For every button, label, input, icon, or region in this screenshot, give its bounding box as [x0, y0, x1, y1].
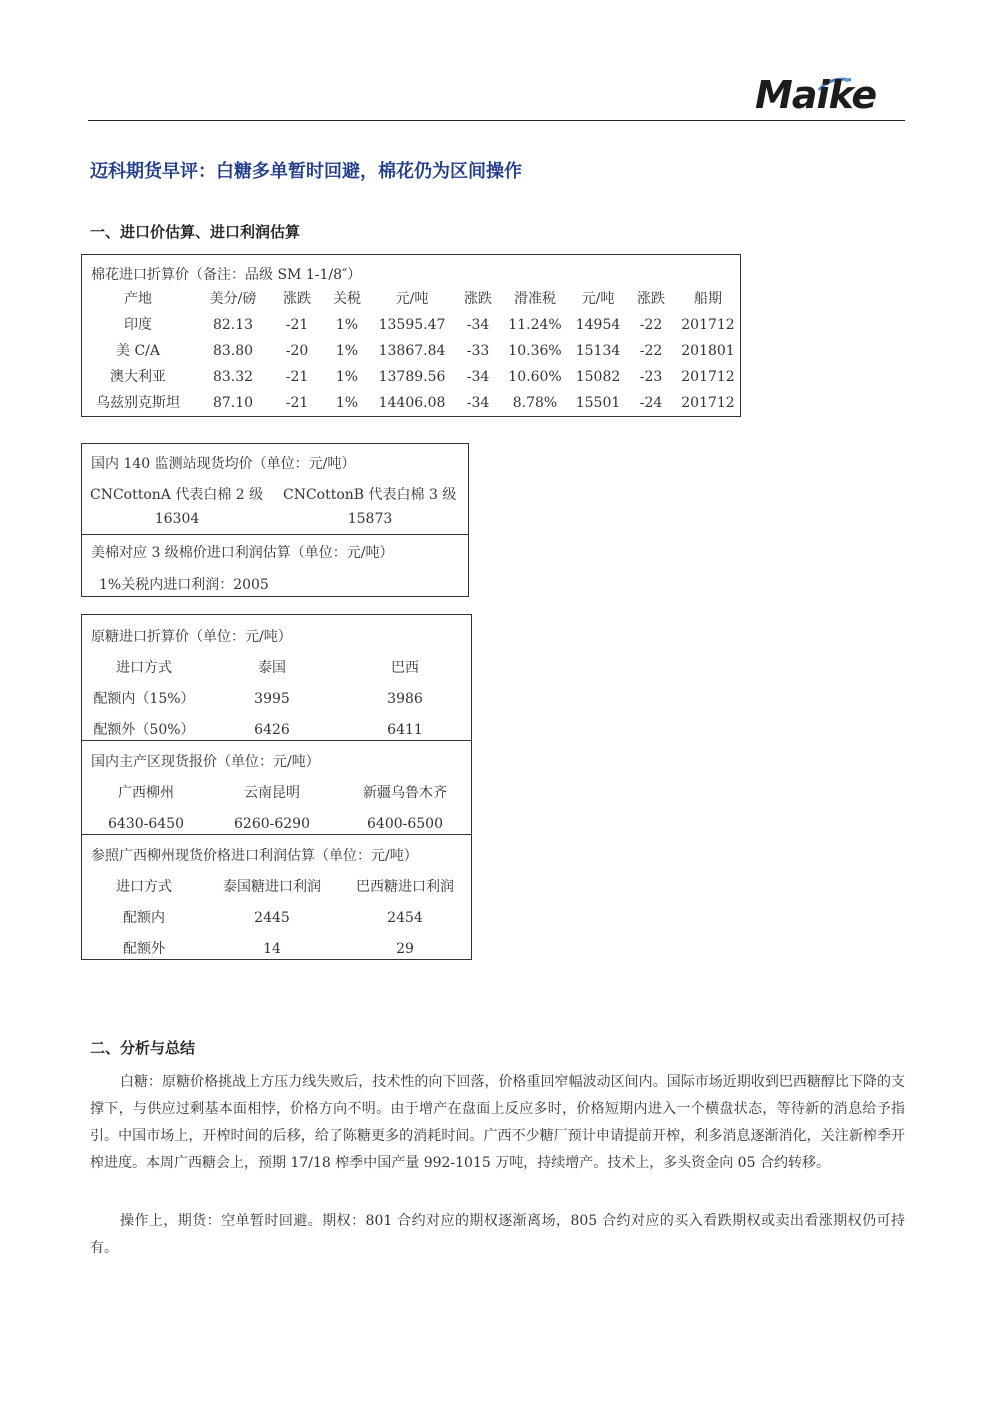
sugar-profit-cell: 2445 [254, 910, 290, 926]
cotton-data-cell: 10.36% [508, 343, 562, 359]
cotton-data-cell: 201712 [681, 317, 735, 333]
cotton-header-cell: 滑准税 [514, 291, 556, 307]
cotton-data-cell: 1% [335, 343, 359, 359]
cotton-data-cell: 1% [335, 317, 359, 333]
sugar-profit-cell: 配额内 [123, 910, 165, 926]
cotton-data-cell: -21 [285, 317, 309, 333]
cotton-profit-caption: 美棉对应 3 级棉价进口利润估算（单位：元/吨） [91, 545, 394, 561]
sugar-import-header: 巴西 [391, 660, 419, 676]
cotton-data-cell: 10.60% [508, 369, 562, 385]
sugar-import-caption: 原糖进口折算价（单位：元/吨） [91, 629, 292, 645]
sugar-profit-cell: 29 [396, 941, 414, 957]
cotton-data-cell: -21 [285, 369, 309, 385]
cotton-profit-text: 1%关税内进口利润：2005 [99, 577, 269, 593]
sugar-spot-header: 广西柳州 [118, 785, 174, 801]
sugar-import-header: 进口方式 [116, 660, 172, 676]
cotton-data-cell: 澳大利亚 [110, 369, 166, 385]
sugar-spot-value: 6430-6450 [108, 816, 184, 832]
cotton-data-cell: 13867.84 [378, 343, 446, 359]
cotton-data-cell: -23 [639, 369, 663, 385]
cotton-data-cell: 201801 [681, 343, 735, 359]
sugar-import-cell: 6411 [387, 722, 423, 738]
cncotton-a-label: CNCottonA 代表白棉 2 级 [90, 487, 264, 503]
cotton-data-cell: 美 C/A [116, 343, 160, 359]
sugar-profit-cell: 2454 [387, 910, 423, 926]
section-heading-1: 一、进口价估算、进口利润估算 [90, 223, 301, 241]
sugar-import-cell: 6426 [254, 722, 290, 738]
sugar-import-cell: 配额外（50%） [93, 722, 195, 738]
page-title: 迈科期货早评：白糖多单暂时回避，棉花仍为区间操作 [90, 161, 522, 182]
cotton-header-cell: 船期 [694, 291, 722, 307]
sugar-spot-value: 6400-6500 [367, 816, 443, 832]
sugar-spot-caption: 国内主产区现货报价（单位：元/吨） [91, 754, 320, 770]
cotton-header-cell: 美分/磅 [209, 291, 257, 307]
sugar-profit-cell: 14 [263, 941, 281, 957]
cotton-header-cell: 涨跌 [637, 291, 665, 307]
sugar-profit-header: 泰国糖进口利润 [223, 879, 321, 895]
sugar-spot-header: 云南昆明 [244, 785, 300, 801]
sugar-divider-2 [82, 834, 471, 835]
header-divider [88, 120, 905, 121]
cotton-data-cell: 201712 [681, 395, 735, 411]
cotton-data-cell: -22 [639, 317, 663, 333]
cotton-header-cell: 涨跌 [283, 291, 311, 307]
cotton-data-cell: 83.80 [212, 343, 254, 359]
cotton-data-cell: 15501 [575, 395, 621, 411]
cotton-data-cell: 乌兹别克斯坦 [96, 395, 180, 411]
cotton-data-cell: 82.13 [212, 317, 254, 333]
cotton-data-cell: 1% [335, 395, 359, 411]
cotton-domestic-caption: 国内 140 监测站现货均价（单位：元/吨） [91, 456, 356, 472]
sugar-profit-cell: 配额外 [123, 941, 165, 957]
sugar-spot-header: 新疆乌鲁木齐 [363, 785, 447, 801]
logo-text: Maike [755, 73, 877, 117]
section-heading-2: 二、分析与总结 [90, 1039, 196, 1057]
sugar-import-cell: 配额内（15%） [93, 691, 195, 707]
cotton-data-cell: 83.32 [212, 369, 254, 385]
sugar-import-cell: 3995 [254, 691, 290, 707]
cotton-data-cell: 8.78% [512, 395, 558, 411]
cotton-data-cell: -34 [466, 317, 490, 333]
cotton-data-cell: -34 [466, 395, 490, 411]
cotton-data-cell: -24 [639, 395, 663, 411]
cotton-data-cell: 1% [335, 369, 359, 385]
cotton-data-cell: -33 [466, 343, 490, 359]
cotton-data-cell: 87.10 [212, 395, 254, 411]
sugar-spot-value: 6260-6290 [234, 816, 310, 832]
cotton-import-table [81, 254, 741, 417]
maike-logo [755, 72, 895, 118]
cotton-data-cell: -34 [466, 369, 490, 385]
cotton-data-cell: 15134 [575, 343, 621, 359]
cncotton-a-value: 16304 [154, 511, 200, 527]
cotton-data-cell: -22 [639, 343, 663, 359]
cotton-data-cell: 201712 [681, 369, 735, 385]
sugar-profit-header: 巴西糖进口利润 [356, 879, 454, 895]
sugar-profit-header: 进口方式 [116, 879, 172, 895]
cotton-domestic-table [81, 443, 469, 597]
cotton-header-cell: 元/吨 [395, 291, 429, 307]
cotton-data-cell: 14406.08 [378, 395, 446, 411]
cotton-data-cell: 11.24% [508, 317, 562, 333]
analysis-paragraph-operation: 操作上，期货：空单暂时回避。期权：801 合约对应的期权逐渐离场，805 合约对应的买入看跌期权或卖出看涨期权仍可持有。 [90, 1213, 905, 1256]
cncotton-b-value: 15873 [347, 511, 393, 527]
sugar-profit-caption: 参照广西柳州现货价格进口利润估算（单位：元/吨） [91, 848, 418, 864]
sugar-table [81, 614, 472, 960]
cotton-header-cell: 涨跌 [464, 291, 492, 307]
cotton-data-cell: 印度 [124, 317, 152, 333]
cotton-header-cell: 关税 [333, 291, 361, 307]
cotton-data-cell: 13595.47 [378, 317, 446, 333]
sugar-import-cell: 3986 [387, 691, 423, 707]
sugar-divider-1 [82, 740, 471, 741]
cotton-data-cell: 15082 [575, 369, 621, 385]
cotton-data-cell: 14954 [575, 317, 621, 333]
cotton-data-cell: -20 [285, 343, 309, 359]
cotton-header-cell: 产地 [124, 291, 152, 307]
cotton-data-cell: 13789.56 [378, 369, 446, 385]
cotton-domestic-divider [82, 534, 468, 535]
sugar-import-header: 泰国 [258, 660, 286, 676]
cotton-data-cell: -21 [285, 395, 309, 411]
analysis-paragraph-sugar: 白糖：原糖价格挑战上方压力线失败后，技术性的向下回落，价格重回窄幅波动区间内。国际市场近期收到巴西糖醇比下降的支撑下，与供应过剩基本面相悖，价格方向不明。由于增产在盘面上反应多时，价格短期内进入一个横盘状态，等待新的消息给予指引。中国市场上，开榨时间的后移，给了陈糖更多的消耗时间。广西不少糖厂预计申请提前开榨，利多消息逐渐消化，关注新榨季开榨进度。本周广西糖会上，预期 17/18 榨季中国产量 992-1015 万吨，持续增产。技术上，多头资金向 05 合约转移。 [90, 1074, 905, 1171]
cotton-header-cell: 元/吨 [581, 291, 615, 307]
cncotton-b-label: CNCottonB 代表白棉 3 级 [283, 487, 457, 503]
cotton-import-caption: 棉花进口折算价（备注：品级 SM 1-1/8″） [91, 267, 362, 283]
